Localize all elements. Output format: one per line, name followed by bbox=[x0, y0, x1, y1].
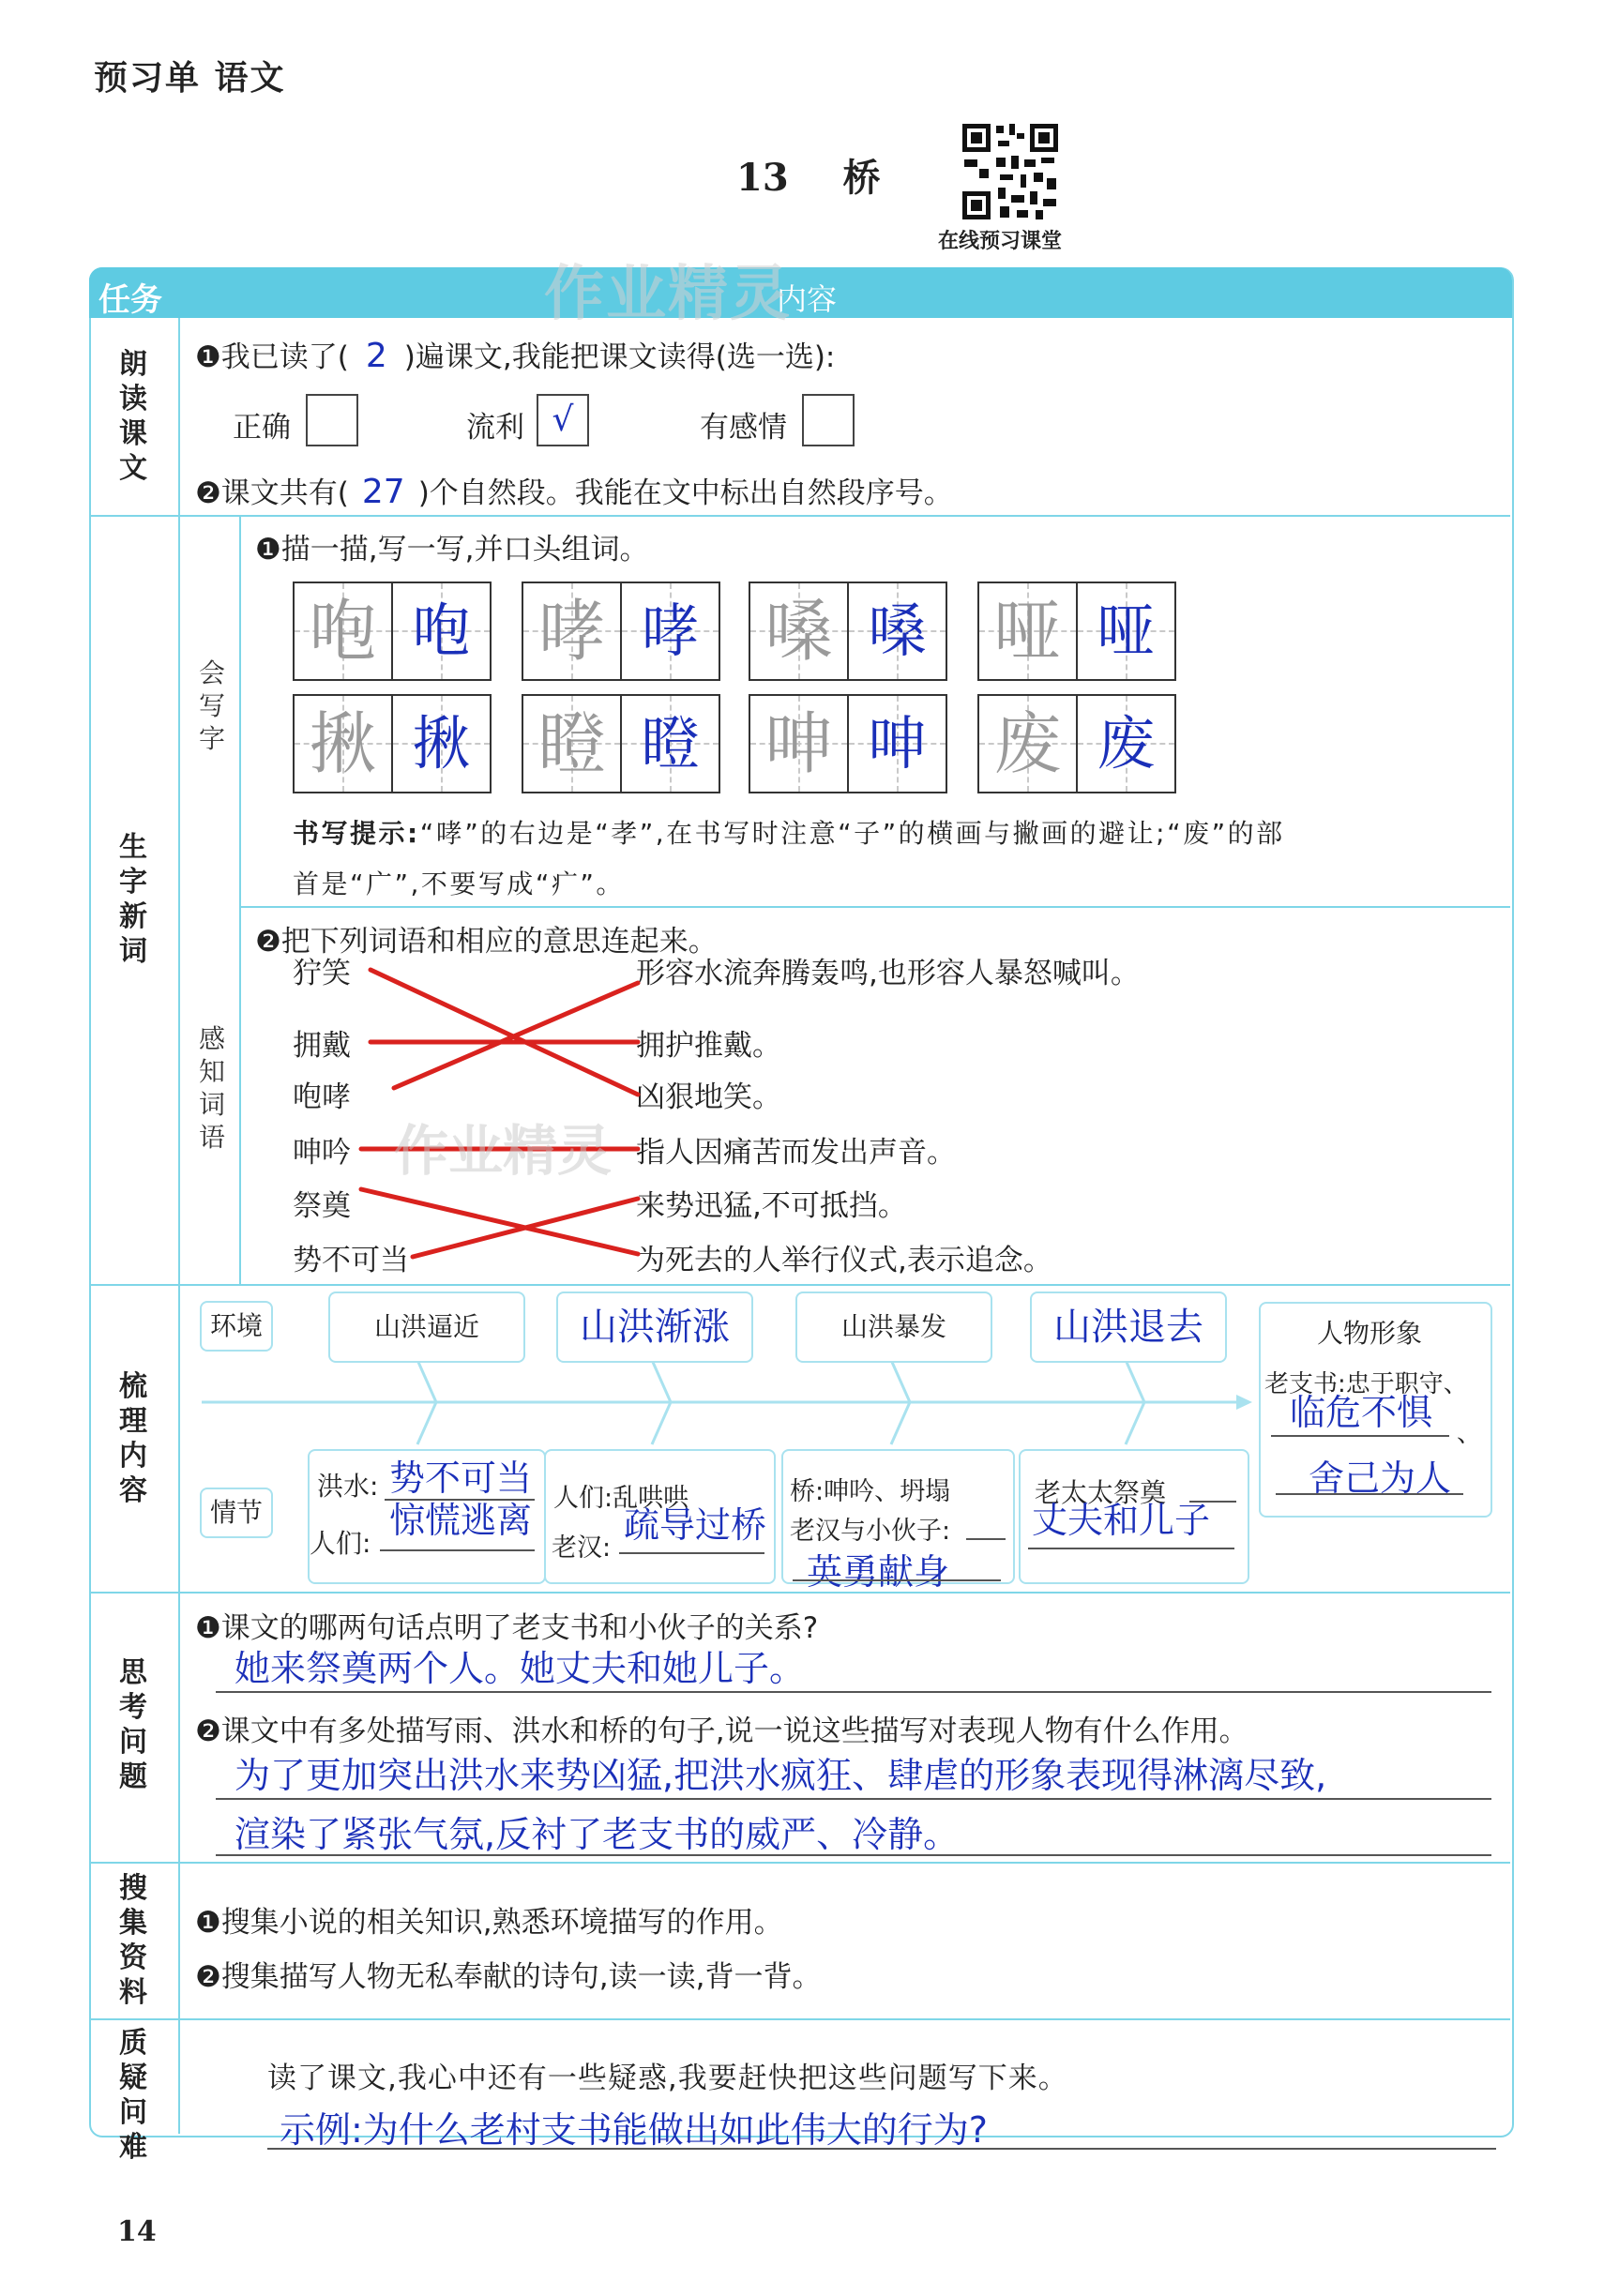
row-divider bbox=[91, 2018, 1510, 2020]
writing-tip-title: 书写提示: bbox=[293, 818, 420, 849]
model-character: 呻 bbox=[764, 704, 833, 783]
sublabel-perceive: 感知词语 bbox=[198, 1023, 225, 1153]
model-character: 嗓 bbox=[764, 592, 833, 671]
plot2-old-man: 老汉: bbox=[552, 1533, 612, 1563]
plot1-flood-answer: 势不可当 bbox=[389, 1458, 533, 1499]
plot2-people: 人们:乱哄哄 bbox=[553, 1484, 689, 1513]
question-answer: 示例:为什么老村支书能做出如此伟大的行为? bbox=[280, 2109, 988, 2151]
written-character: 瞪 bbox=[641, 709, 700, 778]
model-character: 废 bbox=[993, 704, 1062, 783]
row-divider bbox=[91, 1862, 1510, 1864]
sublabel-write: 会写字 bbox=[198, 657, 225, 754]
plot-label-box: 情节 bbox=[200, 1488, 273, 1538]
stage-box: 山洪渐涨 bbox=[556, 1292, 753, 1363]
plot4-text: 老太太祭奠 bbox=[1035, 1477, 1167, 1508]
plot4-answer: 丈夫和儿子 bbox=[1032, 1500, 1211, 1541]
qr-caption: 在线预习课堂 bbox=[938, 230, 1063, 253]
character-separator: 、 bbox=[1457, 1420, 1482, 1448]
collect-item-1: ❶搜集小说的相关知识,熟悉环境描写的作用。 bbox=[195, 1906, 783, 1940]
model-character: 咆 bbox=[309, 592, 377, 671]
section-label-collect: 搜集资料 bbox=[119, 1872, 147, 2009]
match-line bbox=[361, 1189, 638, 1254]
book-title: 预习单 语文 bbox=[94, 59, 286, 98]
checkbox-fluent[interactable]: √ bbox=[537, 394, 589, 446]
plot2-old-answer: 疏导过桥 bbox=[624, 1504, 767, 1546]
row-divider bbox=[91, 1592, 1510, 1594]
answer-underline bbox=[619, 1552, 764, 1554]
answer-underline bbox=[793, 1579, 1001, 1581]
model-character: 揪 bbox=[309, 704, 377, 783]
answer-underline bbox=[1028, 1548, 1234, 1549]
reading-option-expressive: 有感情 bbox=[700, 411, 787, 445]
answer-underline bbox=[216, 1691, 1491, 1693]
match-word: 咆哮 bbox=[293, 1080, 351, 1114]
written-character: 揪 bbox=[412, 709, 471, 778]
section-label-reading: 朗读课文 bbox=[119, 348, 147, 485]
thinking-q2: ❷课文中有多处描写雨、洪水和桥的句子,说一说这些描写对表现人物有什么作用。 bbox=[195, 1714, 1248, 1748]
match-word: 呻吟 bbox=[293, 1136, 351, 1170]
section-label-new-words: 生字新词 bbox=[119, 831, 147, 968]
section-label-organize: 梳理内容 bbox=[119, 1370, 147, 1507]
env-label-box: 环境 bbox=[200, 1301, 273, 1352]
answer-underline bbox=[216, 1854, 1491, 1856]
new-words-q1: ❶描一描,写一写,并口头组词。 bbox=[255, 533, 649, 566]
plot1-people: 人们: bbox=[310, 1528, 371, 1559]
answer-underline bbox=[267, 2148, 1496, 2150]
question-prompt: 读了课文,我心中还有一些疑惑,我要赶快把这些问题写下来。 bbox=[267, 2062, 1068, 2095]
written-character: 哮 bbox=[641, 597, 700, 665]
answer-underline bbox=[1276, 1493, 1463, 1495]
stage-box: 山洪退去 bbox=[1030, 1292, 1227, 1363]
written-character: 废 bbox=[1097, 709, 1156, 778]
character-prefix: 老支书:忠于职守、 bbox=[1264, 1370, 1468, 1398]
thinking-a1: 她来祭奠两个人。她丈夫和她儿子。 bbox=[235, 1648, 806, 1689]
lesson-name: 桥 bbox=[842, 156, 881, 200]
reading-q2: ❷课文共有( 27 )个自然段。我能在文中标出自然段序号。 bbox=[195, 473, 953, 511]
match-line bbox=[371, 970, 638, 1095]
reading-option-fluent: 流利 bbox=[466, 411, 524, 445]
writing-tip: 书写提示:“哮”的右边是“孝”,在书写时注意“子”的横画与撇画的避让;“废”的部 首是“广”,不要写成“疒”。 bbox=[293, 818, 1285, 899]
character-title: 人物形象 bbox=[1317, 1318, 1423, 1349]
answer-underline bbox=[966, 1538, 1006, 1540]
character-answer-2: 舍己为人 bbox=[1309, 1458, 1452, 1499]
stage-box: 山洪逼近 bbox=[328, 1292, 525, 1363]
written-character: 哑 bbox=[1097, 597, 1156, 665]
table-header-left: 任务 bbox=[98, 281, 162, 319]
section-label-thinking: 思考问题 bbox=[119, 1656, 147, 1793]
table-header-right: 内容 bbox=[777, 281, 838, 317]
model-character: 瞪 bbox=[537, 704, 606, 783]
match-meaning: 为死去的人举行仪式,表示追念。 bbox=[636, 1244, 1052, 1277]
match-word: 势不可当 bbox=[293, 1244, 409, 1277]
match-meaning: 指人因痛苦而发出声音。 bbox=[636, 1136, 956, 1170]
match-word: 祭奠 bbox=[293, 1189, 351, 1223]
match-meaning: 拥护推戴。 bbox=[636, 1029, 781, 1063]
paragraph-count-answer: 27 bbox=[361, 473, 405, 511]
model-character: 哮 bbox=[537, 592, 606, 671]
plot3-pair-answer: 英勇献身 bbox=[807, 1551, 950, 1593]
plot1-people-answer: 惊慌逃离 bbox=[389, 1500, 533, 1541]
new-words-q2: ❷把下列词语和相应的意思连起来。 bbox=[255, 925, 718, 959]
plot3-bridge: 桥:呻吟、坍塌 bbox=[790, 1477, 951, 1506]
answer-underline bbox=[380, 1549, 535, 1551]
reading-count-answer: 2 bbox=[365, 337, 387, 375]
plot3-pair: 老汉与小伙子: bbox=[790, 1517, 951, 1546]
page-number: 14 bbox=[117, 2215, 157, 2248]
plot1-flood: 洪水: bbox=[317, 1471, 379, 1502]
model-character: 哑 bbox=[993, 592, 1062, 671]
collect-item-2: ❷搜集描写人物无私奉献的诗句,读一读,背一背。 bbox=[195, 1960, 822, 1994]
match-meaning: 凶狠地笑。 bbox=[636, 1080, 781, 1114]
lesson-number: 13 bbox=[736, 156, 789, 200]
section-label-question: 质疑问难 bbox=[119, 2027, 147, 2164]
thinking-a2-line2: 渲染了紧张气氛,反衬了老支书的威严、冷静。 bbox=[235, 1814, 960, 1855]
reading-option-correct: 正确 bbox=[233, 411, 291, 445]
thinking-q1: ❶课文的哪两句话点明了老支书和小伙子的关系? bbox=[195, 1611, 819, 1645]
watermark-logo: 作业精灵 bbox=[394, 1119, 613, 1183]
answer-underline bbox=[1271, 1435, 1449, 1437]
match-meaning: 来势迅猛,不可抵挡。 bbox=[636, 1189, 907, 1223]
match-word: 拥戴 bbox=[293, 1029, 351, 1063]
answer-underline bbox=[216, 1798, 1491, 1800]
written-character: 嗓 bbox=[868, 597, 927, 665]
thinking-a2-line1: 为了更加突出洪水来势凶猛,把洪水疯狂、肆虐的形象表现得淋漓尽致, bbox=[235, 1755, 1327, 1796]
stage-box: 山洪暴发 bbox=[795, 1292, 992, 1363]
watermark-logo: 作业精灵 bbox=[544, 260, 792, 329]
written-character: 呻 bbox=[868, 709, 927, 778]
reading-q1: ❶我已读了( 2 )遍课文,我能把课文读得(选一选): bbox=[195, 337, 836, 375]
match-meaning: 形容水流奔腾轰鸣,也形容人暴怒喊叫。 bbox=[636, 957, 1140, 990]
written-character: 咆 bbox=[412, 597, 471, 665]
match-word: 狞笑 bbox=[293, 957, 351, 990]
character-answer-1: 临危不惧 bbox=[1290, 1392, 1433, 1433]
